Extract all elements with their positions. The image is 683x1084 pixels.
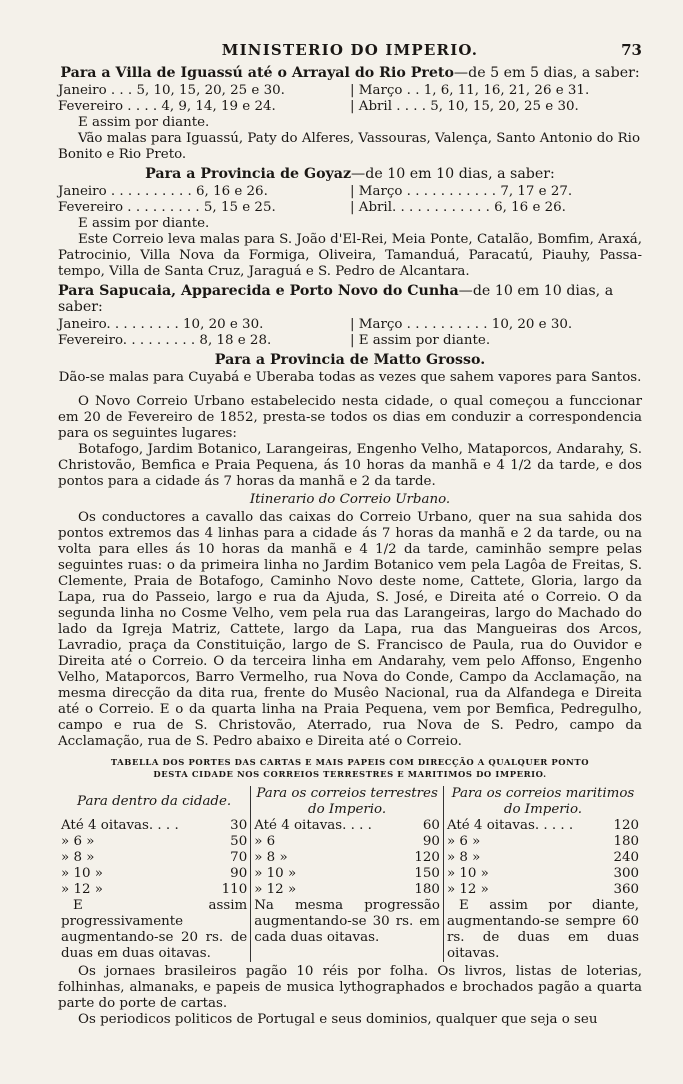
- col3-cells: [443, 818, 642, 962]
- col-note: E assim por diante, augmentando-se sempre 60 rs. de duas em duas oitavas.: [446, 898, 639, 961]
- paragraph: O Novo Correio Urbano estabelecido nesta cidade, o qual começou a funccionar em 20 de Fevereiro de 1852, presta-se todos os dias em conduzir a correspondencia para os seguintes lugares:: [58, 394, 642, 441]
- section-heading-sapucaia: [58, 283, 642, 315]
- schedule-right: | Abril . . . . 5, 10, 15, 20, 25 e 30.: [350, 99, 579, 114]
- document-page: [58, 36, 642, 1028]
- schedule-left: Janeiro . . . . . . . . . . 6, 16 e 26.: [58, 184, 268, 199]
- col-note: E assim progressivamente augmentando-se 20 rs. de duas em duas oitavas.: [61, 898, 248, 961]
- schedule-left: Fevereiro . . . . . . . . . 5, 15 e 25.: [58, 200, 276, 215]
- section-heading-iguassu: [58, 65, 642, 81]
- price: 90: [230, 866, 248, 881]
- price: 50: [230, 834, 248, 849]
- schedule-row: [58, 200, 642, 216]
- price: 70: [230, 850, 248, 865]
- paragraph: Botafogo, Jardim Botanico, Larangeiras, Engenho Velho, Mataporcos, Andarahy, S. Christovão, Bemfica e Praia Pequena, ás 10 horas da manhã e 4 1/2 da tarde, e dos pontos para a cidade ás 7 horas da manhã e 2 da tarde.: [58, 442, 642, 489]
- schedule-left: Janeiro . . . 5, 10, 15, 20, 25 e 30.: [58, 83, 285, 98]
- price: 60: [422, 818, 440, 833]
- paragraph: Os conductores a cavallo das caixas do Correio Urbano, quer na sua sahida dos pontos extremos das 4 linhas para a cidade ás 7 horas da manhã e 2 da tarde, ou na volta para elles ás 10 horas da manhã e 4 1/2 da tarde, caminhão sempre pelas seguintes ruas: o da primeira linha no Jardim Botanico vem pela Lagôa de Freitas, S. Clemente, Praia de Botafogo, Caminho Novo deste nome, Cattete, Gloria, largo da Lapa, rua do Passeio, largo e rua da Ajuda, S. José, e Direita até o Correio. O da segunda linha no Cosme Velho, vem pela rua das Larangeiras, largo do Machado do lado da Igreja Matriz, Cattete, largo da Lapa, rua das Mangueiras dos Arcos, Lavradio, praça da Constituição, largo de S. Francisco de Paula, rua do Ouvidor e Direita até o Correio. O da terceira linha em Andarahy, vem pelo Affonso, Engenho Velho, Mataporcos, Barro Vermelho, rua Nova do Conde, Campo da Acclamação, na mesma direcção da dita rua, frente do Musêo Nacional, rua da Alfandega e Direita até o Correio. E o da quarta linha na Praia Pequena, vem por Bemfica, Pedregulho, campo e rua de S. Christovão, Aterrado, rua Nova de S. Pedro, campo da Acclamação, rua de S. Pedro abaixo e Direita até o Correio.: [58, 510, 642, 749]
- section-heading-goyaz: [58, 166, 642, 182]
- price: 180: [414, 882, 440, 897]
- heading-rest: —de 5 em 5 dias, a saber:: [453, 65, 640, 81]
- col-note: Na mesma progressão augmentando-se 30 rs. em cada duas oitavas.: [254, 898, 440, 945]
- heading-bold: Para a Villa de Iguassú até o Arrayal do Rio Preto: [60, 65, 454, 81]
- row-label: Até 4 oitavas. . . .: [61, 818, 179, 833]
- heading-bold: Para a Provincia de Goyaz: [145, 166, 352, 182]
- schedule-row: [58, 83, 642, 99]
- schedule-right: | Março . . . . . . . . . . . 7, 17 e 27.: [350, 184, 573, 199]
- col1-cells: [58, 818, 251, 962]
- page-title: MINISTERIO DO IMPERIO.: [221, 41, 479, 59]
- price: 110: [221, 882, 248, 897]
- heading-bold: Para Sapucaia, Apparecida e Porto Novo do Cunha: [58, 283, 459, 299]
- schedule-left: Fevereiro . . . . 4, 9, 14, 19 e 24.: [58, 99, 276, 114]
- price: 30: [230, 818, 248, 833]
- paragraph: Os jornaes brasileiros pagão 10 réis por folha. Os livros, listas de loterias, folhinhas, almanaks, e papeis de musica lythographados e brochados pagão a quarta parte do porte de cartas.: [58, 964, 642, 1011]
- schedule-row: [58, 317, 642, 333]
- row-label: » 12 »: [446, 882, 489, 897]
- col-header: Para os correios maritimos do Imperio.: [443, 786, 642, 818]
- heading-rest: —de 10 em 10 dias, a saber:: [351, 166, 555, 182]
- row-label: » 12 »: [61, 882, 103, 897]
- price: 120: [613, 818, 639, 833]
- schedule-right: | Março . . . . . . . . . . 10, 20 e 30.: [350, 317, 573, 332]
- row-label: Até 4 oitavas. . . . .: [446, 818, 574, 833]
- schedule-row: [58, 184, 642, 200]
- row-label: » 8 »: [254, 850, 288, 865]
- itinerario-title: Itinerario do Correio Urbano.: [249, 492, 451, 507]
- price: 90: [422, 834, 440, 849]
- price: 120: [414, 850, 440, 865]
- paragraph: Os periodicos politicos de Portugal e seus dominios, qualquer que seja o seu: [78, 1012, 598, 1027]
- row-label: » 10 »: [446, 866, 489, 881]
- row-label: » 12 »: [254, 882, 297, 897]
- table-title-line: TABELLA DOS PORTES DAS CARTAS E MAIS PAPEIS COM DIRECÇÃO A QUALQUER PONTO: [110, 757, 590, 767]
- col-header: Para os correios terrestres do Imperio.: [251, 786, 444, 818]
- section-heading-matto-grosso: Para a Provincia de Matto Grosso.: [214, 352, 486, 368]
- row-label: » 6: [254, 834, 276, 849]
- row-label: » 6 »: [61, 834, 95, 849]
- page-number: 73: [621, 41, 642, 59]
- schedule-right: | Abril. . . . . . . . . . . . 6, 16 e 26.: [350, 200, 566, 215]
- schedule-right: | Março . . 1, 6, 11, 16, 21, 26 e 31.: [350, 83, 590, 98]
- schedule-left: Fevereiro. . . . . . . . . 8, 18 e 28.: [58, 333, 272, 348]
- price: 240: [613, 850, 639, 865]
- schedule-row: [58, 99, 642, 115]
- row-label: » 10 »: [61, 866, 103, 881]
- portes-table: [58, 786, 642, 962]
- heading-rest: —de 10 em 10 dias, a saber:: [58, 283, 614, 315]
- schedule-left: Janeiro. . . . . . . . . 10, 20 e 30.: [58, 317, 264, 332]
- page-header: [58, 36, 642, 62]
- row-label: » 8 »: [446, 850, 481, 865]
- paragraph: E assim por diante.: [78, 115, 210, 130]
- row-label: Até 4 oitavas. . . .: [254, 818, 372, 833]
- paragraph: Dão-se malas para Cuyabá e Uberaba todas as vezes que sahem vapores para Santos.: [58, 370, 642, 385]
- row-label: » 8 »: [61, 850, 95, 865]
- price: 360: [613, 882, 639, 897]
- col-header: Para dentro da cidade.: [77, 794, 232, 809]
- price: 300: [613, 866, 639, 881]
- table-title-line: DESTA CIDADE NOS CORREIOS TERRESTRES E MARITIMOS DO IMPERIO.: [153, 769, 547, 779]
- schedule-right: | E assim por diante.: [350, 333, 491, 348]
- paragraph: Vão malas para Iguassú, Paty do Alferes, Vassouras, Valença, Santo Antonio do Rio Bonito e Rio Preto.: [58, 131, 641, 162]
- price: 180: [613, 834, 639, 849]
- paragraph: Este Correio leva malas para S. João d'El-Rei, Meia Ponte, Catalão, Bomfim, Araxá, Patrocinio, Villa Nova da Formiga, Oliveira, Tamanduá, Paracatú, Piauhy, Passa-tempo, Villa de Santa Cruz, Jaraguá e S. Pedro de Alcantara.: [58, 232, 642, 279]
- price: 150: [414, 866, 440, 881]
- col2-cells: [251, 818, 444, 962]
- row-label: » 10 »: [254, 866, 297, 881]
- row-label: » 6 »: [446, 834, 481, 849]
- schedule-row: [58, 333, 642, 349]
- paragraph: E assim por diante.: [78, 216, 210, 231]
